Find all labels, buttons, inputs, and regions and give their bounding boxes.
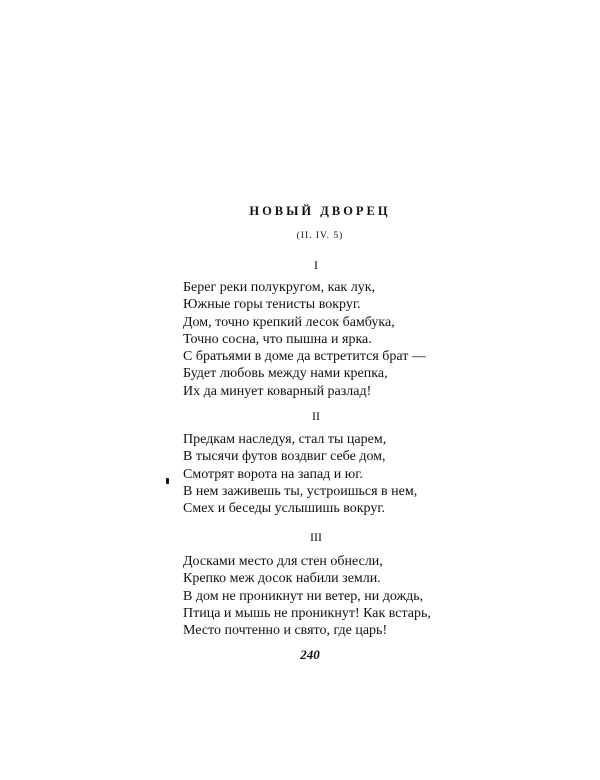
- poem-line: Будет любовь между нами крепка,: [183, 366, 388, 382]
- poem-line: Смех и беседы услышишь вокруг.: [183, 501, 386, 517]
- stanza-2: [183, 431, 417, 517]
- poem-line: Птица и мышь не проникнут! Как встарь,: [183, 605, 431, 621]
- poem-line: В нем заживешь ты, устроишься в нем,: [183, 483, 418, 499]
- poem-line: Место почтенно и свято, где царь!: [183, 623, 388, 639]
- poem-line: Берег реки полукругом, как лук,: [183, 280, 376, 295]
- poem-line: В дом не проникнут ни ветер, ни дождь,: [183, 588, 424, 604]
- section-number-3: III: [310, 530, 322, 544]
- margin-mark: [166, 478, 169, 484]
- poem-source-reference: (II. IV. 5): [296, 231, 344, 241]
- poem-line: Их да минует коварный разлад!: [183, 383, 372, 399]
- stanza-3: [183, 553, 431, 639]
- poem-title: НОВЫЙ ДВОРЕЦ: [249, 204, 391, 218]
- poem-line: Южные горы тенисты вокруг.: [183, 297, 361, 313]
- poem-line: Досками место для стен обнесли,: [183, 554, 383, 569]
- poem-line: С братьями в доме да встретится брат —: [183, 349, 426, 365]
- poem-line: Смотрят ворота на запад и юг.: [183, 466, 363, 482]
- poem-line: Точно сосна, что пышна и ярка.: [183, 331, 372, 347]
- page-number: 240: [300, 647, 320, 662]
- section-number-2: II: [312, 409, 320, 423]
- stanza-1: [183, 279, 426, 400]
- section-number-1: I: [314, 258, 318, 272]
- poem-line: Дом, точно крепкий лесок бамбука,: [183, 314, 395, 330]
- poem-line: В тысячи футов воздвиг себе дом,: [183, 449, 386, 465]
- poem-line: Крепко меж досок набили земли.: [183, 571, 381, 587]
- poem-line: Предкам наследуя, стал ты царем,: [183, 432, 387, 447]
